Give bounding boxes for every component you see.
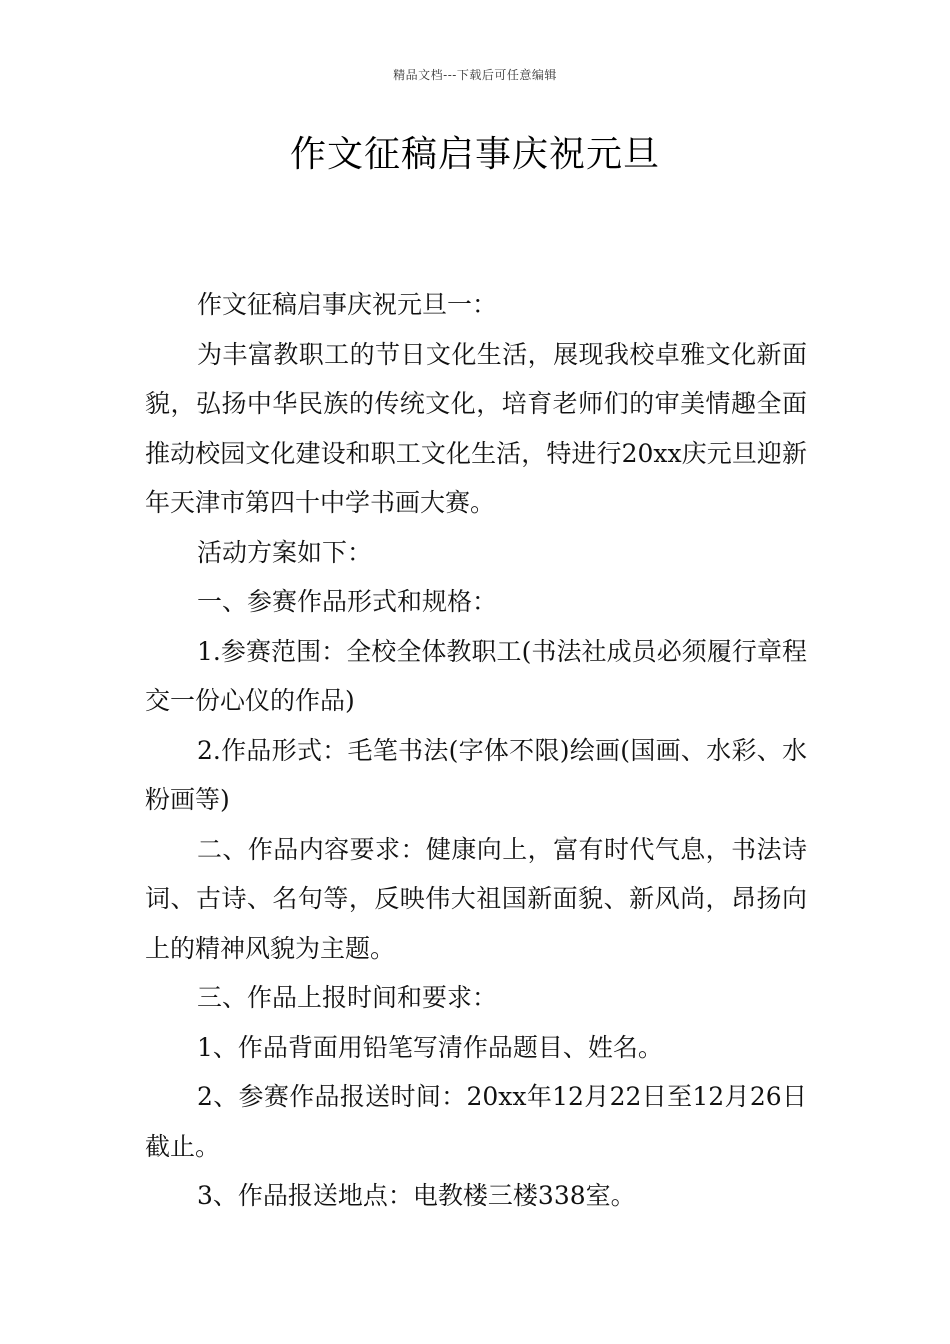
paragraph-item-two: 2、参赛作品报送时间：20xx年12月22日至12月26日截止。 <box>145 1082 807 1161</box>
document-title: 作文征稿启事庆祝元旦 <box>289 134 660 175</box>
paragraph-item-one: 1、作品背面用铅笔写清作品题目、姓名。 <box>197 1032 663 1062</box>
paragraph-scope: 1.参赛范围：全校全体教职工(书法社成员必须履行章程交一份心仪的作品) <box>145 636 807 715</box>
paragraph-section-two: 二、作品内容要求：健康向上，富有时代气息，书法诗词、古诗、名句等，反映伟大祖国新面貌、新风尚，昂扬向上的精神风貌为主题。 <box>145 834 807 963</box>
paragraph-section-one: 一、参赛作品形式和规格： <box>197 587 498 616</box>
header-note: 精品文档---下载后可任意编辑 <box>393 68 557 82</box>
paragraph-form: 2.作品形式：毛笔书法(字体不限)绘画(国画、水彩、水粉画等) <box>145 735 807 814</box>
paragraph-plan-heading: 活动方案如下： <box>197 537 373 567</box>
document-body <box>145 280 807 1221</box>
paragraph-purpose: 为丰富教职工的节日文化生活，展现我校卓雅文化新面貌，弘扬中华民族的传统文化，培育老师们的审美情趣全面推动校园文化建设和职工文化生活，特进行20xx庆元旦迎新年天津市第四十中学书画大赛。 <box>145 339 807 517</box>
paragraph-intro-heading: 作文征稿启事庆祝元旦一： <box>197 290 498 319</box>
paragraph-section-three: 三、作品上报时间和要求： <box>197 983 498 1012</box>
paragraph-item-three: 3、作品报送地点：电教楼三楼338室。 <box>197 1181 636 1210</box>
